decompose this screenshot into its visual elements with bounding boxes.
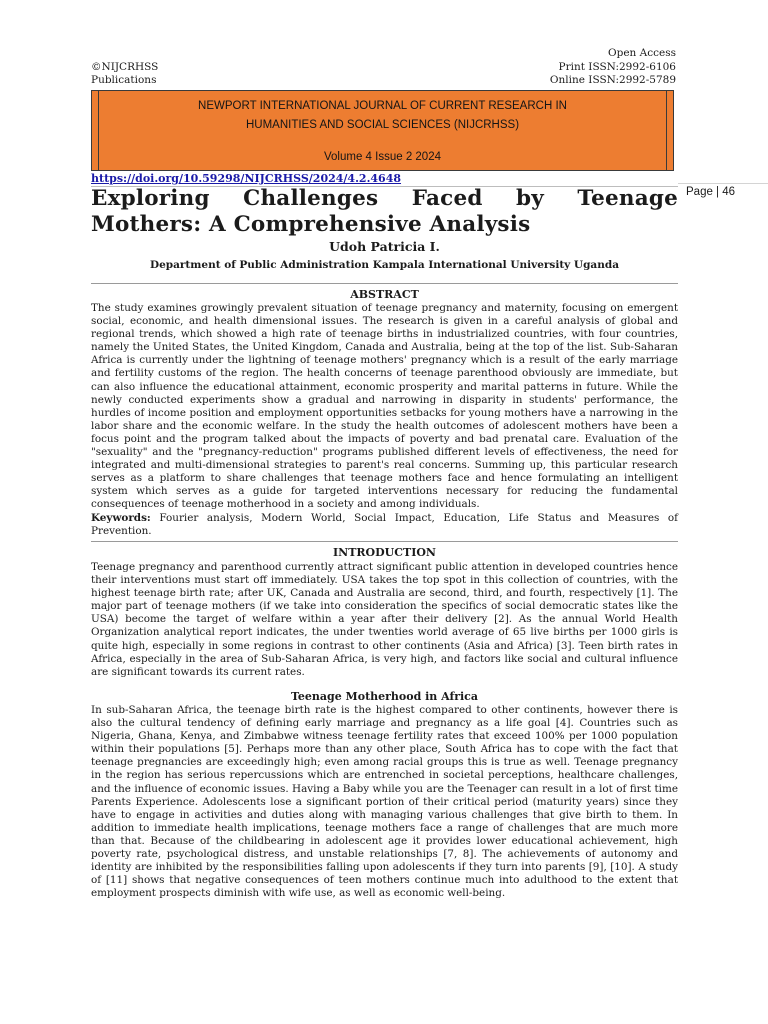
doi-link[interactable]: https://doi.org/10.59298/NIJCRHSS/2024/4.2.4648 [91,172,402,185]
publisher-copyright: ©NIJCRHSS [91,61,159,73]
paper-author: Udoh Patricia I. [329,239,440,254]
keywords-list: Fourier analysis, Modern World, Social Impact, Education, Life Status and Measures of Prevention. [91,511,678,537]
introduction-body [91,561,678,679]
page-number: Page | 46 [686,186,736,198]
keywords-label: Keywords: [91,511,151,524]
publisher-label: Publications [91,74,157,86]
journal-title [92,97,673,135]
journal-title-line2: HUMANITIES AND SOCIAL SCIENCES (NIJCRHSS) [245,119,520,131]
introduction-top-rule [91,541,678,542]
journal-banner [91,90,674,171]
publisher-block [91,61,158,87]
open-access-label: Open Access [608,47,676,59]
africa-text: In sub-Saharan Africa, the teenage birth rate is the highest compared to other continents, however there is also the cultural tendency of defining early marriage and pregnancy as a life goal [4]. Countries such as Nigeria, Ghana, Kenya, and Zimbabwe witness teenage fertility rates that exceed 100% per 1000 population within their populations [5]. Perhaps more than any other place, South Africa has to cope with the fact that teenage pregnancies are exceedingly high; even among racial groups this is true as well. Teenage pregnancy in the region has serious repercussions which are entrenched in societal perceptions, healthcare challenges, and the influence of economic issues. Having a Baby while you are the Teenager can result in a lot of first time Parents Experience. Adolescents lose a significant portion of their critical period (maturity years) since they have to engage in activities and duties along with managing various challenges that give birth to them. In addition to immediate health implications, teenage mothers face a range of challenges that are much more than that. Because of the childbearing in adolescent age it provides lower educational achievement, high poverty rate, psychological distress, and unstable relationships [7, 8]. The achievements of autonomy and identity are inhibited by the responsibilities falling upon adolescents if they turn into parents [9], [10]. A study of [11] shows that negative consequences of teen mothers continue much into adulthood to the extent that employment prospects diminish with wife use, as well as economic well-being. [91,704,678,900]
introduction-heading: INTRODUCTION [333,546,436,559]
abstract-heading: ABSTRACT [350,288,419,301]
abstract-text: The study examines growingly prevalent situation of teenage pregnancy and maternity, focusing on emergent social, economic, and health dimensional issues. The research is given in a careful analysis of global and regional trends, which showed a high rate of teenage births in industrialized countries, with four countries, namely the United States, the United Kingdom, Canada and Australia, being at the top of the list. Sub-Saharan Africa is currently under the lightning of teenage mothers' pregnancy which is a result of the early marriage and fertility customs of the region. The health concerns of teenage parenthood obviously are immediate, but can also influence the educational attainment, economic prosperity and marital patterns in future. While the newly conducted experiments show a gradual and narrowing in disparity in students' performance, the hurdles of income position and employment opportunities setbacks for young mothers have a narrowing in the labor share and the economic welfare. In the study the health outcomes of adolescent mothers have been a focus point and the program talked about the impacts of poverty and bad prenatal care. Evaluation of the "sexuality" and the "pregnancy-reduction" programs published different levels of effectiveness, the need for integrated and multi-dimensional strategies to parent's real concerns. Summing up, this particular research serves as a platform to share challenges that teenage mothers face and hence formulating an intelligent system which serves as a guide for targeted interventions necessary for reducing the fundamental consequences of teenage motherhood in a society and among individuals. [91,302,678,511]
online-issn: Online ISSN:2992-5789 [549,74,676,86]
introduction-text: Teenage pregnancy and parenthood currently attract significant public attention in developed countries hence their interventions must start off immediately. USA takes the top spot in this collection of countries, with the highest teenage birth rate; after UK, Canada and Australia are second, third, and fourth, respectively [1]. The major part of teenage mothers (if we take into consideration the specifics of social democratic states like the USA) become the target of welfare within a year after their delivery [2]. As the annual World Health Organization analytical report indicates, the under twenties world average of 65 live births per 1000 girls is quite high, especially in some regions in contrast to other continents (Asia and Africa) [3]. Teen birth rates in Africa, especially in the area of Sub-Saharan Africa, is very high, and factors like social and cultural influence are significant towards its current rates. [91,561,678,678]
africa-heading: Teenage Motherhood in Africa [290,690,479,703]
paper-title: Exploring Challenges Faced by Teenage Mothers: A Comprehensive Analysis [91,186,678,237]
issn-block [550,47,676,88]
print-issn: Print ISSN:2992-6106 [558,60,676,73]
journal-title-line1: NEWPORT INTERNATIONAL JOURNAL OF CURRENT RESEARCH IN [198,100,567,112]
abstract-body [91,302,678,538]
keywords [91,512,678,538]
africa-body [91,704,678,900]
author-affiliation: Department of Public Administration Kampala International University Uganda [149,259,620,271]
abstract-top-rule [91,283,678,284]
journal-volume: Volume 4 Issue 2 2024 [324,151,441,163]
